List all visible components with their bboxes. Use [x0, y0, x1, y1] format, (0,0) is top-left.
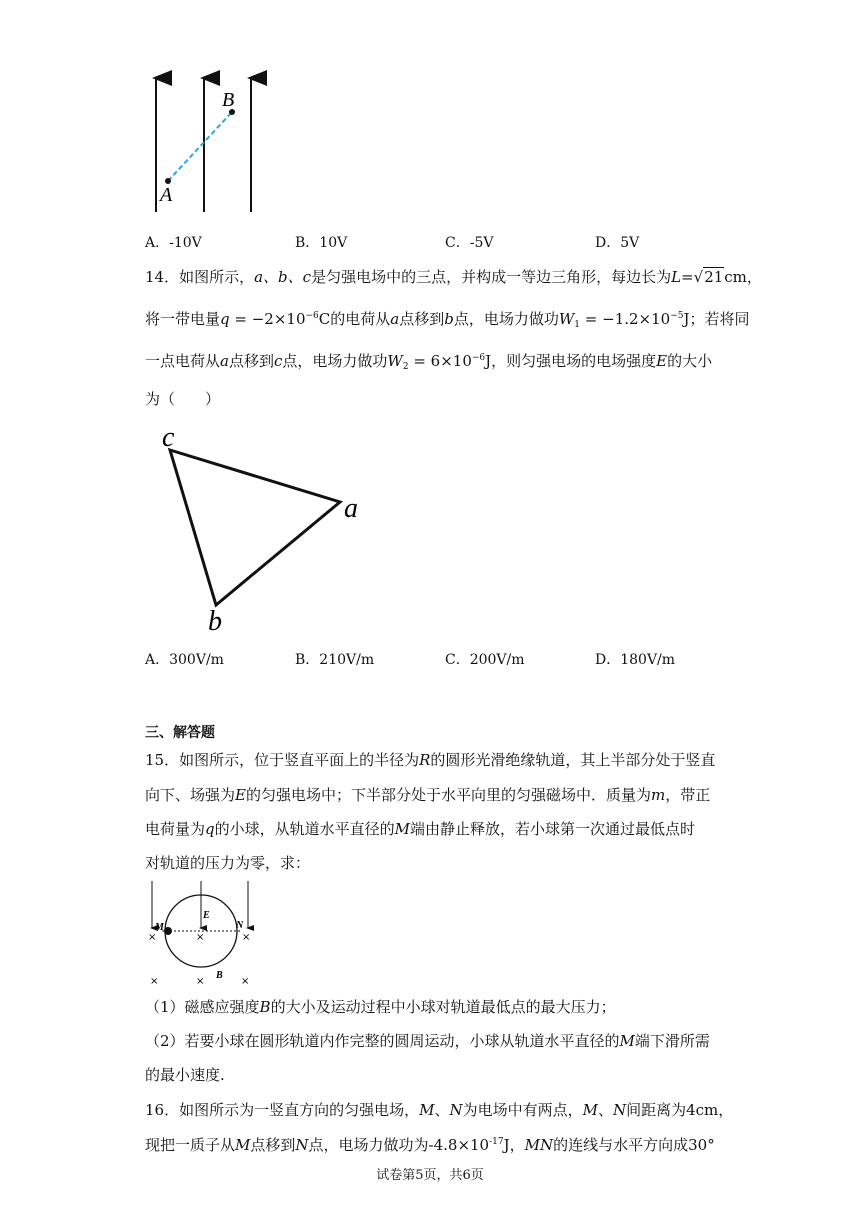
label-a: a: [344, 493, 358, 524]
label-b: B: [222, 89, 235, 111]
q14-triangle-figure: [150, 420, 380, 640]
q15-line-1: 15．如图所示，位于竖直平面上的半径为R的圆形光滑绝缘轨道，其上半部分处于竖直: [145, 751, 716, 769]
label-e: E: [203, 910, 210, 921]
field-cross: ×: [242, 932, 251, 943]
q16-line-1: 16．如图所示为一竖直方向的匀强电场，M、N为电场中有两点，M、N间距离为4cm，: [145, 1101, 734, 1119]
q15-part-1: （1）磁感应强度B的大小及运动过程中小球对轨道最低点的最大压力；: [145, 998, 616, 1016]
q14-option-c[interactable]: C．200V/m: [445, 652, 525, 668]
q15-line-2: 向下、场强为E的匀强电场中；下半部分处于水平向里的匀强磁场中．质量为m，带正: [145, 786, 711, 804]
label-c: c: [162, 422, 175, 453]
q15-circle-figure: [140, 876, 265, 988]
q13-option-d[interactable]: D．5V: [595, 235, 640, 251]
q15-line-4: 对轨道的压力为零，求：: [145, 854, 311, 872]
q14-line-4: 为（ ）: [145, 390, 221, 408]
field-cross: ×: [150, 976, 159, 987]
q14-line-2: 将一带电量$q = -2\times 10^{-6}C$的电荷从a点移到b点，电场力做功$W_1 = -1.2\times 10^{-5}J$；若将同: [145, 310, 750, 330]
page-footer: 试卷第5页，共6页: [376, 1168, 484, 1183]
q13-option-a[interactable]: A．-10V: [145, 235, 202, 251]
q13-option-c[interactable]: C．-5V: [445, 235, 494, 251]
q14-option-d[interactable]: D．180V/m: [595, 652, 676, 668]
q15-line-3: 电荷量为q的小球，从轨道水平直径的M端由静止释放，若小球第一次通过最低点时: [145, 820, 696, 838]
label-n: N: [236, 920, 244, 931]
label-b: B: [216, 970, 223, 981]
q15-part-2-cont: 的最小速度.: [145, 1066, 225, 1084]
q16-line-2: 现把一质子从M点移到N点，电场力做功为$-4.8\times 10^{-17}J$，MN的连线与水平方向成30°: [145, 1136, 715, 1154]
q13-option-b[interactable]: B．10V: [295, 235, 348, 251]
q14-option-a[interactable]: A．300V/m: [145, 652, 224, 668]
label-b: b: [208, 606, 222, 637]
ab-dashed-line: [168, 112, 232, 181]
field-cross: ×: [241, 976, 250, 987]
field-cross: ×: [148, 932, 157, 943]
label-m: M: [155, 922, 164, 933]
q14-line-1: 14．如图所示，a、b、c是匀强电场中的三点，并构成一等边三角形，每边长为L=√21cm，: [145, 268, 762, 286]
field-cross: ×: [196, 976, 205, 987]
q13-field-figure: [140, 70, 275, 220]
equilateral-triangle: [170, 450, 340, 605]
q14-option-b[interactable]: B．210V/m: [295, 652, 375, 668]
section-title: 三、解答题: [145, 725, 215, 741]
ball: [164, 927, 172, 935]
q15-part-2: （2）若要小球在圆形轨道内作完整的圆周运动，小球从轨道水平直径的M端下滑所需: [145, 1032, 710, 1050]
field-cross: ×: [196, 932, 205, 943]
q14-line-3: 一点电荷从a点移到c点，电场力做功$W_2 = 6\times 10^{-6}J$，则匀强电场的电场强度E的大小: [145, 352, 713, 372]
label-a: A: [160, 184, 173, 206]
